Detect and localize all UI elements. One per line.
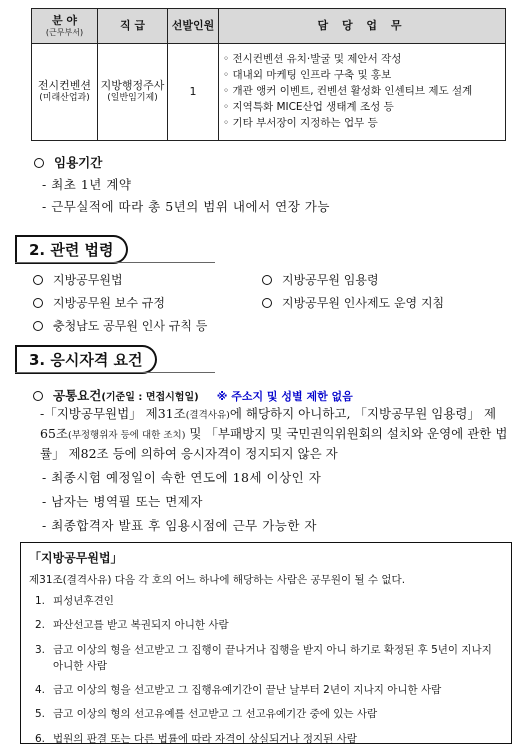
para-text-small: (부정행위자 등에 대한 조치) xyxy=(67,430,186,441)
circle-bullet-icon xyxy=(33,321,43,331)
requirement-basis-date: (기준일 : 면접시험일) xyxy=(101,392,199,403)
cell-count: 1 xyxy=(168,44,219,141)
duty-item: ◦ 지역특화 MICE산업 생태계 조성 등 xyxy=(223,100,394,113)
requirement-item: - 남자는 병역필 또는 면제자 xyxy=(42,494,203,509)
law-ref-item xyxy=(33,317,207,334)
duty-item: ◦ 대내외 마케팅 인프라 구축 및 홍보 xyxy=(223,69,392,82)
recruitment-table xyxy=(31,8,506,141)
cell-grade-sub: (일반임기제) xyxy=(107,93,158,104)
term-item: - 최초 1년 계약 xyxy=(42,177,132,192)
term-item: - 근무실적에 따라 총 5년의 범위 내에서 연장 가능 xyxy=(42,199,330,214)
law-box-title: 「지방공무원법」 xyxy=(29,551,123,565)
section-2-title-text: 2. 관련 법령 xyxy=(29,241,114,259)
header-grade: 직 급 xyxy=(98,9,168,44)
law-box-item xyxy=(35,682,503,698)
requirement-paragraph xyxy=(40,404,510,464)
para-text: 에 해당하지 아니하고, 「지방공무원 임용령」 제65조 xyxy=(40,406,497,441)
requirement-item: - 최종시험 예정일이 속한 연도에 18세 이상인 자 xyxy=(42,470,322,485)
cell-grade-label: 지방행정주사 xyxy=(100,79,165,92)
header-field-sub: (근무부서) xyxy=(45,27,84,37)
law-box-item xyxy=(35,617,503,633)
law-box-item xyxy=(35,706,503,722)
section-3-title xyxy=(15,345,157,374)
requirement-item: - 최종합격자 발표 후 임용시점에 근무 가능한 자 xyxy=(42,518,317,533)
law-ref-item xyxy=(33,294,165,311)
requirement-heading-row xyxy=(33,386,353,404)
term-heading: 임용기간 xyxy=(54,155,103,170)
header-count: 선발인원 xyxy=(168,9,219,44)
circle-bullet-icon xyxy=(262,275,272,285)
law-item-number: 2. xyxy=(35,619,46,632)
law-item-number: 5. xyxy=(35,708,46,721)
circle-bullet-icon xyxy=(33,298,43,308)
cell-field xyxy=(32,44,98,141)
law-item-text: 금고 이상의 형을 선고받고 그 집행이 끝나거나 집행을 받지 아니 하기로 확정된 후 5년이 지나지 아니한 사람 xyxy=(53,643,492,672)
law-item-text: 피성년후견인 xyxy=(53,595,114,607)
para-text: 및 「부패방지 및 국민권익위원회의 설치와 운영에 관한 법률」 제82조 등에 의하여 응시자격이 정지되지 않은 자 xyxy=(40,426,508,461)
law-ref-item xyxy=(262,271,379,288)
cell-field-label: 전시컨벤션 xyxy=(37,79,92,92)
section-2-underline xyxy=(15,262,215,263)
section-3-underline xyxy=(15,372,215,373)
para-text: -「지방공무원법」 제31조 xyxy=(40,406,186,421)
law-box-item xyxy=(35,642,503,675)
duty-item: ◦ 기타 부서장이 지정하는 업무 등 xyxy=(223,116,378,129)
header-duty: 담 당 업 무 xyxy=(219,9,506,44)
circle-bullet-icon xyxy=(33,391,43,401)
header-field-label: 분 야 xyxy=(51,14,78,28)
law-box-intro: 제31조(결격사유) 다음 각 호의 어느 하나에 해당하는 사람은 공무원이 될 수 없다. xyxy=(29,574,406,586)
law-box-item xyxy=(35,593,503,609)
duty-item: ◦ 개관 앵커 이벤트, 컨벤션 활성화 인센티브 제도 설계 xyxy=(223,85,473,98)
law-ref-item xyxy=(33,271,123,288)
law-ref-label: 충청남도 공무원 인사 규칙 등 xyxy=(53,319,208,333)
law-box-item xyxy=(35,731,503,747)
term-heading-row xyxy=(34,153,102,171)
cell-field-sub: (미래산업과) xyxy=(39,93,90,104)
table-row xyxy=(32,44,506,141)
law-item-text: 법원의 판결 또는 다른 법률에 따라 자격이 상실되거나 정지된 사람 xyxy=(53,732,357,745)
law-item-number: 4. xyxy=(35,684,46,697)
law-ref-label: 지방공무원 보수 규정 xyxy=(53,296,165,310)
law-ref-label: 지방공무원 인사제도 운영 지침 xyxy=(282,296,445,310)
law-item-text: 금고 이상의 형의 선고유예를 선고받고 그 선고유예기간 중에 있는 사람 xyxy=(53,708,378,721)
law-item-text: 파산선고를 받고 복권되지 아니한 사람 xyxy=(53,619,229,632)
header-field xyxy=(32,9,98,44)
circle-bullet-icon xyxy=(262,298,272,308)
section-2-title xyxy=(15,235,128,264)
law-ref-label: 지방공무원 임용령 xyxy=(282,273,379,287)
requirement-notice: ※ 주소지 및 성별 제한 없음 xyxy=(216,390,353,403)
circle-bullet-icon xyxy=(33,275,43,285)
law-item-text: 금고 이상의 형을 선고받고 그 집행유예기간이 끝난 날부터 2년이 지나지 아니한 사람 xyxy=(53,684,442,697)
requirement-heading: 공통요건 xyxy=(53,388,102,403)
law-item-number: 1. xyxy=(35,595,46,607)
duty-item: ◦ 전시컨벤션 유치·발굴 및 제안서 작성 xyxy=(223,53,402,66)
law-ref-label: 지방공무원법 xyxy=(53,273,123,287)
law-item-number: 3. xyxy=(35,643,46,656)
section-3-title-text: 3. 응시자격 요건 xyxy=(29,351,143,369)
table-header-row xyxy=(32,9,506,44)
circle-bullet-icon xyxy=(34,158,44,168)
cell-duties xyxy=(219,44,506,141)
law-ref-item xyxy=(262,294,444,311)
law-item-number: 6. xyxy=(35,732,46,745)
cell-grade xyxy=(98,44,168,141)
para-text-small: (결격사유) xyxy=(185,410,230,421)
disqualification-law-box xyxy=(20,542,512,744)
